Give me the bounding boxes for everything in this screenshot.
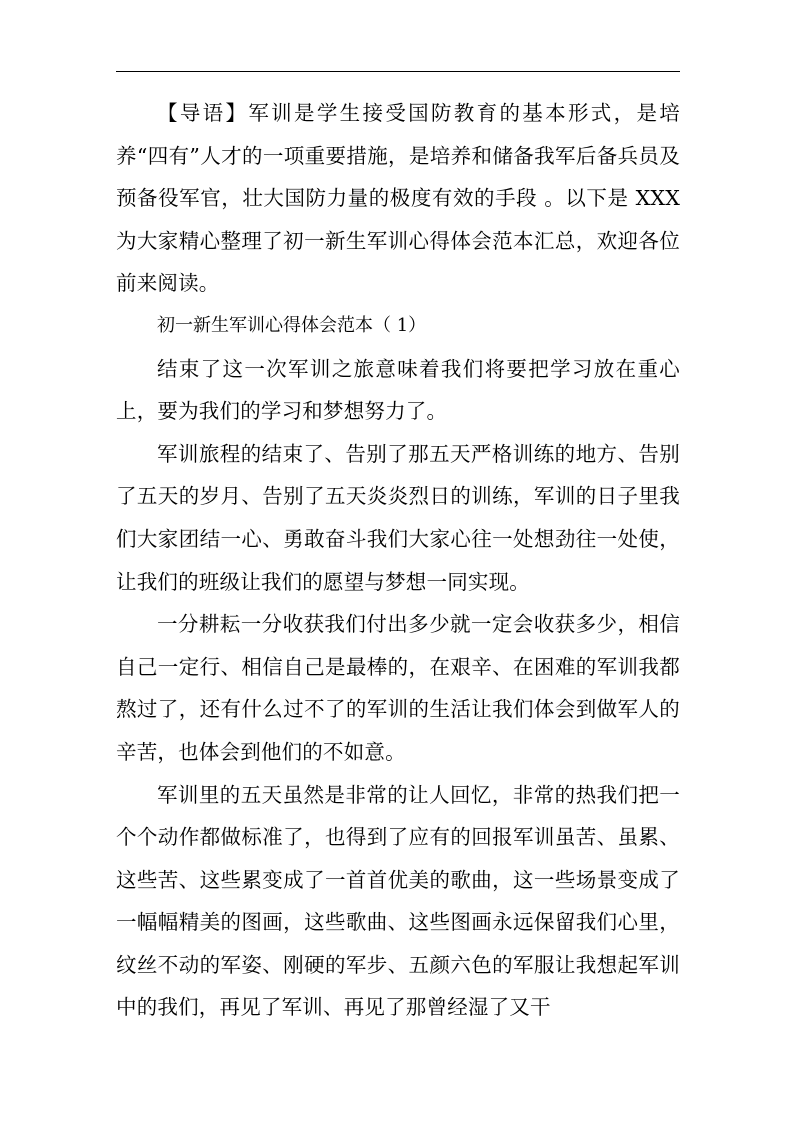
body-paragraph-2: 军训旅程的结束了、告别了那五天严格训练的地方、告别了五天的岁月、告别了五天炎炎烈日的训练，军训的日子里我们大家团结一心、勇敢奋斗我们大家心往一处想劲往一处使，让我们的班级让我们的愿望与梦想一同实现。 (116, 441, 680, 594)
section-heading: 初一新生军训心得体会范本（ 1） (157, 314, 427, 336)
intro-paragraph: 【导语】军训是学生接受国防教育的基本形式，是培养“四有”人才的一项重要措施，是培养和储备我军后备兵员及预备役军官，壮大国防力量的极度有效的手段 。以下是 XXX 为大家精心整理了初一新生军训心得体会范本汇总，欢迎各位前来阅读。 (116, 101, 680, 296)
header-rule (116, 71, 680, 72)
document-body (116, 92, 680, 1029)
body-paragraph-3: 一分耕耘一分收获我们付出多少就一定会收获多少，相信自己一定行、相信自己是最棒的，在艰辛、在困难的军训我都熬过了，还有什么过不了的军训的生活让我们体会到做军人的辛苦，也体会到他们的不如意。 (116, 612, 680, 764)
body-paragraph-4: 军训里的五天虽然是非常的让人回忆，非常的热我们把一个个动作都做标准了，也得到了应有的回报军训虽苦、虽累、这些苦、这些累变成了一首首优美的歌曲，这一些场景变成了一幅幅精美的图画，这些歌曲、这些图画永远保留我们心里，纹丝不动的军姿、刚硬的军步、五颜六色的军服让我想起军训中的我们，再见了军训、再见了那曾经湿了又干 (116, 782, 680, 1020)
body-paragraph-1: 结束了这一次军训之旅意味着我们将要把学习放在重心上，要为我们的学习和梦想努力了。 (116, 356, 680, 424)
